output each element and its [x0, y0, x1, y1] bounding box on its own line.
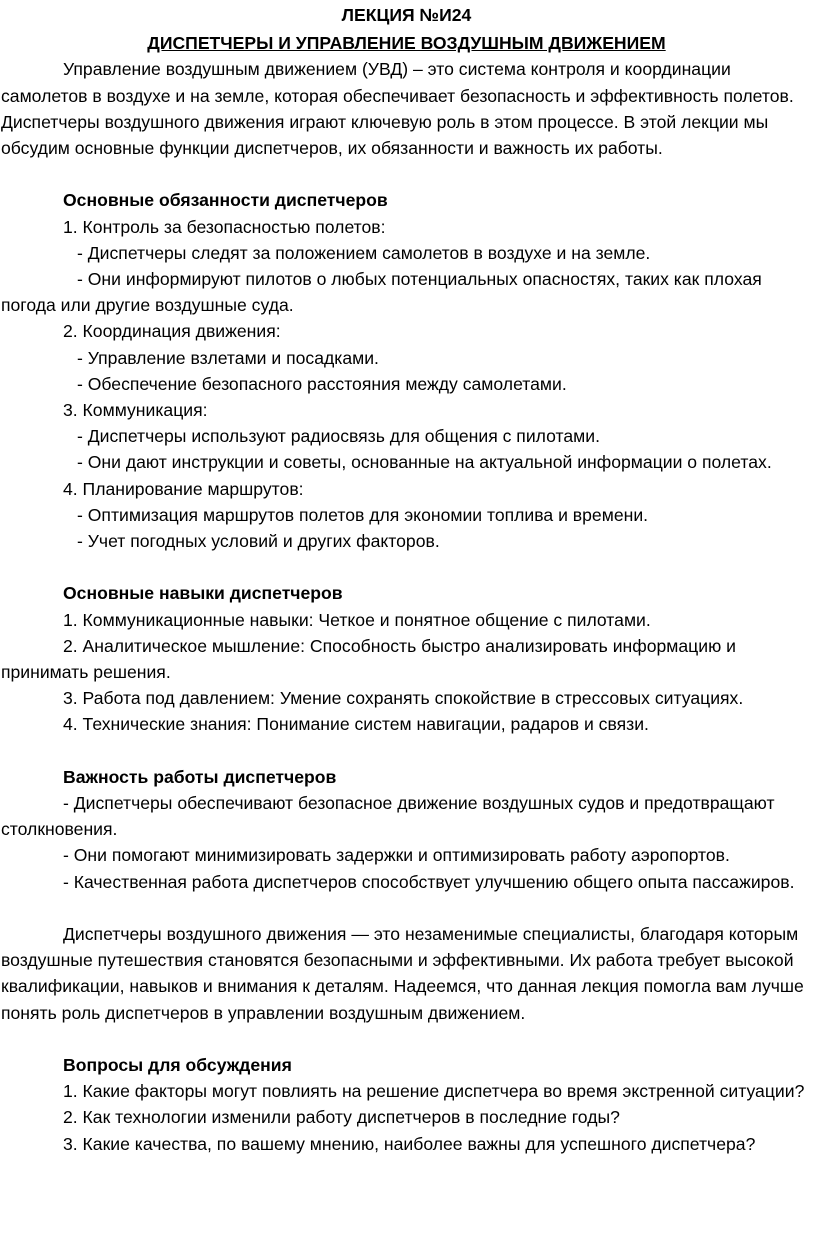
skills-item-2: 2. Аналитическое мышление: Способность быстро анализировать информацию и принимать решения.: [1, 635, 736, 683]
duties-item-2: 2. Координация движения:: [63, 321, 281, 342]
duties-item-4: 4. Планирование маршрутов:: [63, 478, 304, 499]
duties-item-3-sub-1: - Диспетчеры используют радиосвязь для общения с пилотами.: [77, 426, 600, 447]
lecture-title: ДИСПЕТЧЕРЫ И УПРАВЛЕНИЕ ВОЗДУШНЫМ ДВИЖЕНИЕМ: [147, 33, 666, 54]
duties-item-4-sub-1: - Оптимизация маршрутов полетов для экономии топлива и времени.: [77, 504, 649, 525]
importance-item-2: - Они помогают минимизировать задержки и оптимизировать работу аэропортов.: [63, 845, 730, 866]
spacer: [1, 554, 812, 580]
spacer: [1, 161, 812, 187]
importance-heading: Важность работы диспетчеров: [63, 766, 337, 787]
conclusion-paragraph: Диспетчеры воздушного движения — это незаменимые специалисты, благодаря которым воздушные путешествия становятся безопасными и эффективными. Их работа требует высокой квалификации, навыков и внимания к деталям. Надеемся, что данная лекция помогла вам лучше понять роль диспетчеров в управлении воздушным движением.: [1, 924, 804, 1023]
spacer: [1, 738, 812, 764]
skills-item-4: 4. Технические знания: Понимание систем навигации, радаров и связи.: [63, 714, 649, 735]
duties-item-3: 3. Коммуникация:: [63, 400, 208, 421]
duties-item-1: 1. Контроль за безопасностью полетов:: [63, 216, 386, 237]
duties-item-4-sub-2: - Учет погодных условий и других факторов.: [77, 531, 440, 552]
spacer: [1, 895, 812, 921]
importance-item-3: - Качественная работа диспетчеров способствует улучшению общего опыта пассажиров.: [63, 871, 795, 892]
duties-item-2-sub-2: - Обеспечение безопасного расстояния между самолетами.: [77, 373, 567, 394]
lecture-number: ЛЕКЦИЯ №И24: [341, 5, 472, 25]
duties-item-2-sub-1: - Управление взлетами и посадками.: [77, 347, 379, 368]
duties-item-1-sub-2: - Они информируют пилотов о любых потенциальных опасностях, таких как плохая погода или другие воздушные суда.: [1, 269, 762, 316]
question-2: 2. Как технологии изменили работу диспетчеров в последние годы?: [63, 1107, 620, 1128]
skills-heading: Основные навыки диспетчеров: [63, 583, 343, 604]
skills-item-1: 1. Коммуникационные навыки: Четкое и понятное общение с пилотами.: [63, 609, 651, 630]
intro-paragraph: Управление воздушным движением (УВД) – это система контроля и координации самолетов в воздухе и на земле, которая обеспечивает безопасность и эффективность полетов. Диспетчеры воздушного движения играют ключевую роль в этом процессе. В этой лекции мы обсудим основные функции диспетчеров, их обязанности и важность их работы.: [1, 59, 794, 159]
question-3: 3. Какие качества, по вашему мнению, наиболее важны для успешного диспетчера?: [63, 1133, 756, 1154]
spacer: [1, 1026, 812, 1052]
duties-item-3-sub-2: - Они дают инструкции и советы, основанные на актуальной информации о полетах.: [77, 452, 772, 473]
duties-item-1-sub-1: - Диспетчеры следят за положением самолетов в воздухе и на земле.: [77, 242, 651, 263]
questions-heading: Вопросы для обсуждения: [63, 1055, 292, 1076]
skills-item-3: 3. Работа под давлением: Умение сохранять спокойствие в стрессовых ситуациях.: [63, 688, 744, 709]
importance-item-1: - Диспетчеры обеспечивают безопасное движение воздушных судов и предотвращают столкновения.: [1, 793, 775, 840]
duties-heading: Основные обязанности диспетчеров: [63, 190, 388, 211]
question-1: 1. Какие факторы могут повлиять на решение диспетчера во время экстренной ситуации?: [63, 1081, 805, 1102]
